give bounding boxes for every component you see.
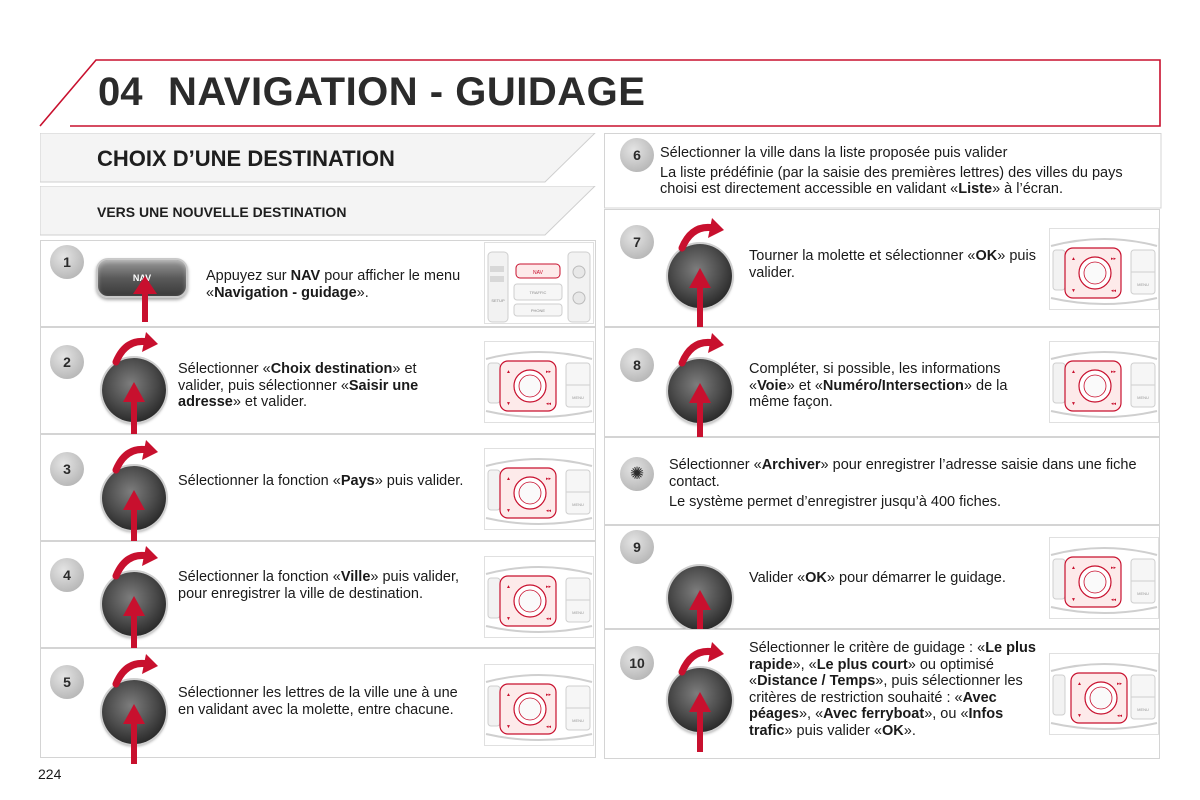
rotary-knob-icon: [96, 440, 176, 550]
tip-text: Sélectionner «Archiver» pour enregistrer l’adresse saisie dans une fiche contact. Le système permet d’enregistrer jusqu’à 400 fiches.: [669, 457, 1137, 510]
svg-text:MENU: MENU: [572, 610, 584, 615]
svg-text:SETUP: SETUP: [491, 298, 505, 303]
svg-text:◂◂: ◂◂: [546, 724, 552, 730]
lightbulb-icon: ✺: [620, 457, 654, 491]
step-number-5: 5: [50, 665, 84, 699]
control-panel-thumbnail: [484, 341, 594, 423]
control-panel-thumbnail: [484, 664, 594, 746]
svg-text:▸▸: ▸▸: [546, 692, 552, 698]
control-panel-thumbnail: [1049, 341, 1159, 423]
svg-text:MENU: MENU: [1137, 707, 1149, 712]
svg-text:▲: ▲: [1071, 565, 1076, 571]
page-number: 224: [38, 766, 62, 782]
svg-text:PHONE: PHONE: [530, 308, 546, 313]
press-arrow-icon: [689, 268, 711, 328]
svg-text:▼: ▼: [506, 724, 511, 730]
chapter-title: NAVIGATION - GUIDAGE: [168, 70, 646, 114]
svg-text:▲: ▲: [506, 476, 511, 482]
step-number-4: 4: [50, 558, 84, 592]
svg-text:▲: ▲: [506, 369, 511, 375]
svg-text:▼: ▼: [506, 616, 511, 622]
step-text-1: Appuyez sur NAV pour afficher le menu «Navigation - guidage».: [206, 268, 461, 301]
rotate-arrow-icon: [682, 218, 724, 248]
rotary-knob-icon: [662, 218, 742, 328]
step-number-2: 2: [50, 345, 84, 379]
step-text-5: Sélectionner les lettres de la ville une à une en validant avec la molette, entre chacune.: [178, 685, 458, 718]
control-panel-thumbnail: [1049, 228, 1159, 310]
step-number-8: 8: [620, 348, 654, 382]
svg-text:▸▸: ▸▸: [546, 584, 552, 590]
rotate-arrow-icon: [116, 332, 158, 362]
svg-text:TRAFFIC: TRAFFIC: [529, 290, 547, 295]
svg-text:◂◂: ◂◂: [546, 616, 552, 622]
control-panel-thumbnail: [1049, 653, 1159, 735]
svg-text:▼: ▼: [506, 401, 511, 407]
step-text-6: Sélectionner la ville dans la liste proposée puis valider La liste prédéfinie (par la saisie des premières lettres) des villes du pays choisi est directement accessible en validant «Liste» à l’écran.: [660, 145, 1123, 197]
svg-text:▸▸: ▸▸: [1111, 369, 1117, 375]
svg-text:◂◂: ◂◂: [1111, 597, 1117, 603]
svg-text:▲: ▲: [1071, 256, 1076, 262]
svg-text:▸▸: ▸▸: [546, 476, 552, 482]
rotate-arrow-icon: [682, 642, 724, 672]
svg-text:◂◂: ◂◂: [1111, 288, 1117, 294]
press-arrow-icon: [123, 704, 145, 764]
subsection-title: VERS UNE NOUVELLE DESTINATION: [97, 204, 347, 220]
press-arrow-icon: [130, 272, 160, 322]
step-text-7: Tourner la molette et sélectionner «OK» puis valider.: [749, 248, 1036, 281]
rotate-arrow-icon: [116, 440, 158, 470]
svg-text:▸▸: ▸▸: [1111, 256, 1117, 262]
svg-text:▲: ▲: [506, 692, 511, 698]
svg-text:▸▸: ▸▸: [546, 369, 552, 375]
press-arrow-icon: [123, 596, 145, 656]
control-panel-thumbnail: [484, 448, 594, 530]
chapter-number: 04: [98, 70, 143, 114]
svg-text:▼: ▼: [506, 508, 511, 514]
rotate-arrow-icon: [116, 654, 158, 684]
svg-text:▲: ▲: [1077, 681, 1082, 687]
step-number-7: 7: [620, 225, 654, 259]
rotary-knob-icon: [96, 654, 176, 764]
rotary-knob-icon: [662, 333, 742, 443]
step-text-4: Sélectionner la fonction «Ville» puis valider, pour enregistrer la ville de destination.: [178, 569, 460, 602]
step-text-9: Valider «OK» pour démarrer le guidage.: [749, 570, 1006, 586]
svg-text:MENU: MENU: [572, 502, 584, 507]
svg-text:▲: ▲: [1071, 369, 1076, 375]
step-number-1: 1: [50, 245, 84, 279]
svg-text:◂◂: ◂◂: [546, 401, 552, 407]
step-number-6: 6: [620, 138, 654, 172]
press-arrow-icon: [123, 382, 145, 442]
svg-text:◂◂: ◂◂: [546, 508, 552, 514]
svg-text:MENU: MENU: [1137, 282, 1149, 287]
control-panel-thumbnail: [1049, 537, 1159, 619]
svg-text:MENU: MENU: [1137, 591, 1149, 596]
step-text-10: Sélectionner le critère de guidage : «Le plus rapide», «Le plus court» ou optimisé «Distance / Temps», puis sélectionner les critères de restriction souhaité : «Avec péages», «Avec ferryboat», ou «Infos trafic» puis valider «OK».: [749, 640, 1036, 739]
radio-panel-thumbnail: [484, 242, 594, 324]
rotary-knob-icon: [96, 332, 176, 442]
step-number-3: 3: [50, 452, 84, 486]
step-number-10: 10: [620, 646, 654, 680]
press-arrow-icon: [689, 383, 711, 443]
svg-text:▲: ▲: [506, 584, 511, 590]
rotate-arrow-icon: [116, 546, 158, 576]
svg-text:MENU: MENU: [572, 718, 584, 723]
rotary-knob-icon: [662, 642, 742, 752]
step-text-8: Compléter, si possible, les informations «Voie» et «Numéro/Intersection» de la même façon.: [749, 361, 1008, 410]
step-number-9: 9: [620, 530, 654, 564]
nav-button-icon: NAV: [96, 258, 188, 298]
step-text-3: Sélectionner la fonction «Pays» puis valider.: [178, 473, 464, 489]
svg-text:▼: ▼: [1071, 288, 1076, 294]
svg-text:▼: ▼: [1071, 401, 1076, 407]
svg-text:MENU: MENU: [572, 395, 584, 400]
svg-text:◂◂: ◂◂: [1117, 713, 1123, 719]
svg-text:◂◂: ◂◂: [1111, 401, 1117, 407]
svg-text:MENU: MENU: [1137, 395, 1149, 400]
rotary-knob-icon: [96, 546, 176, 656]
svg-text:▸▸: ▸▸: [1111, 565, 1117, 571]
press-arrow-icon: [689, 692, 711, 752]
svg-text:▸▸: ▸▸: [1117, 681, 1123, 687]
section-title: CHOIX D’UNE DESTINATION: [97, 146, 395, 171]
svg-text:▼: ▼: [1071, 597, 1076, 603]
svg-text:NAV: NAV: [533, 270, 543, 276]
rotate-arrow-icon: [682, 333, 724, 363]
control-panel-thumbnail: [484, 556, 594, 638]
svg-text:▼: ▼: [1077, 713, 1082, 719]
step-text-2: Sélectionner «Choix destination» et valider, puis sélectionner «Saisir une adresse» et valider.: [178, 361, 419, 410]
